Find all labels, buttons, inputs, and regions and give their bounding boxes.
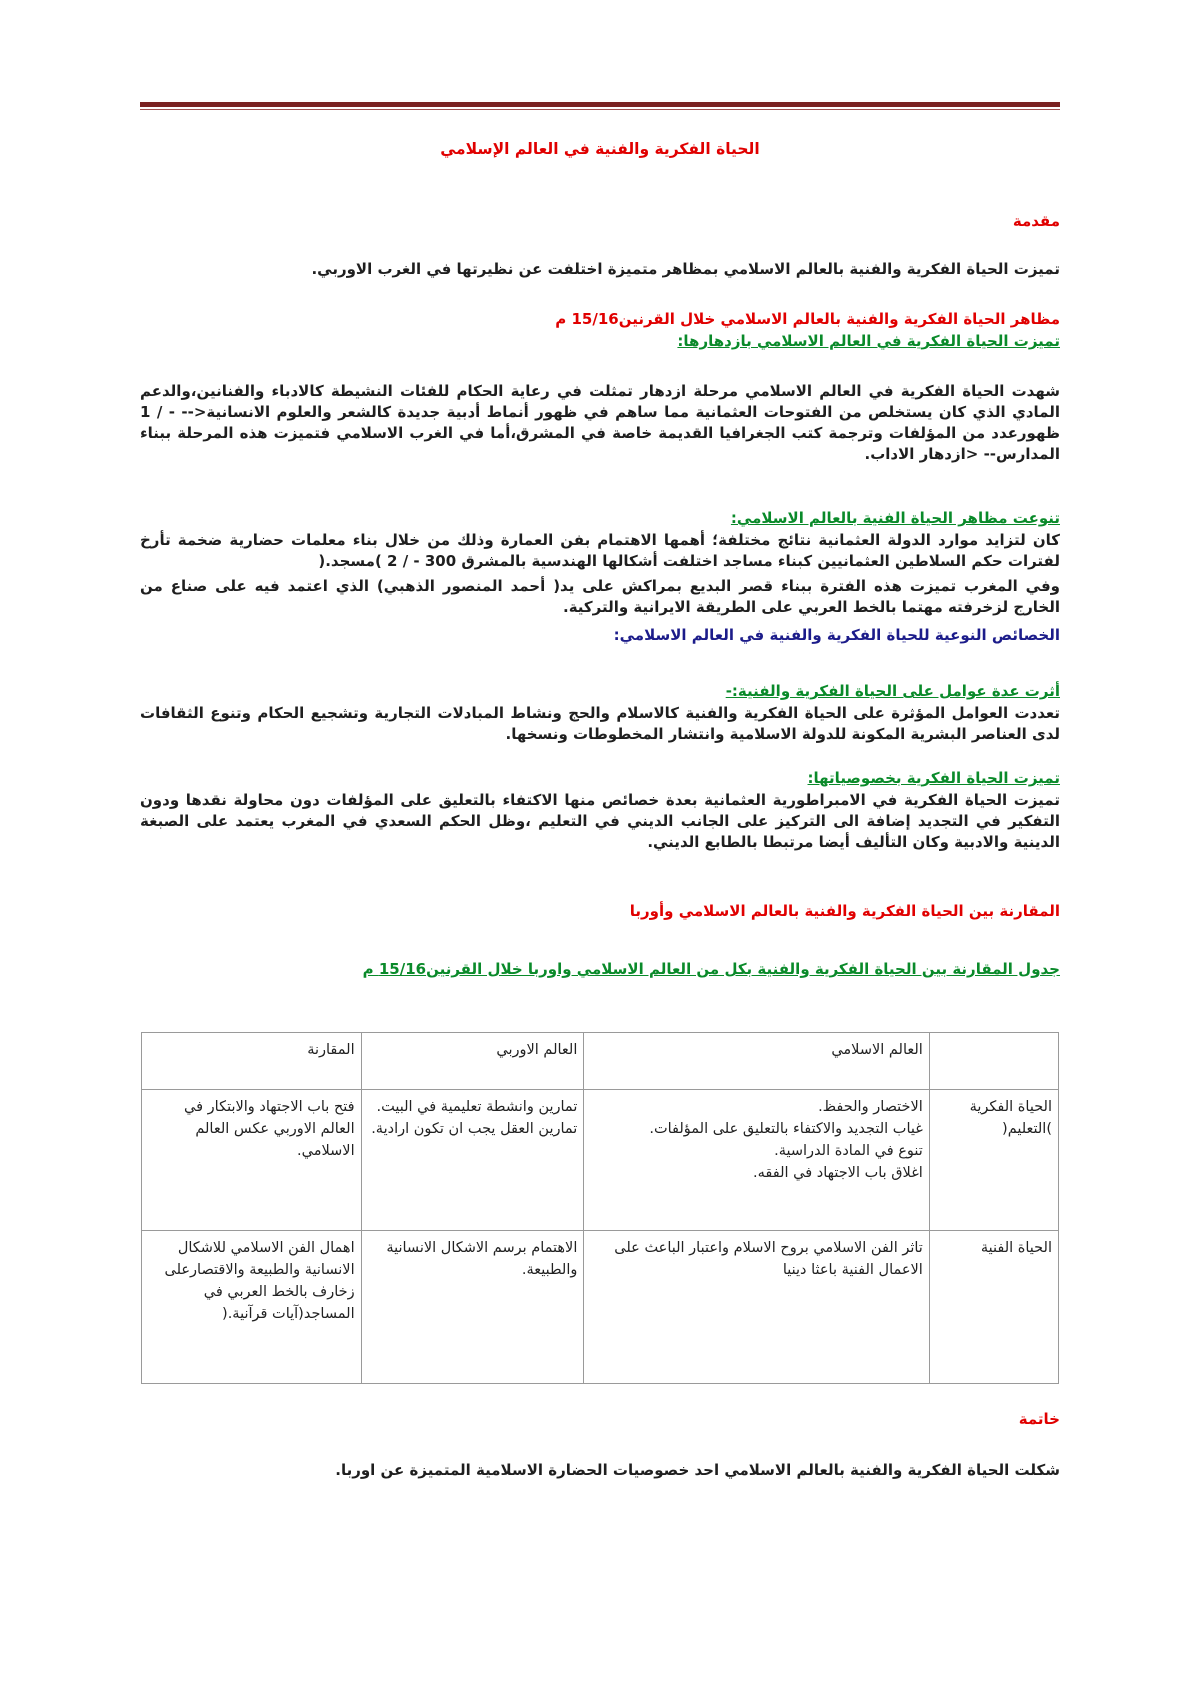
table-header-islamic: العالم الاسلامي	[584, 1033, 929, 1090]
header-rule-thin	[140, 109, 1060, 110]
list-item: تنوع في المادة الدراسية.	[774, 1143, 923, 1159]
comparison-table	[141, 1032, 1059, 1384]
document-title: الحياة الفكرية والفنية في العالم الإسلامي	[440, 140, 760, 158]
cell-european-artistic: الاهتمام برسم الاشكال الانسانية والطبيعة.	[361, 1231, 584, 1384]
section2-paragraph-a: كان لتزايد موارد الدولة العثمانية نتائج مختلفة؛ أهمها الاهتمام بفن العمارة وذلك من خلال بناء معلمات حضارية ضخمة تأرخ لفترات حكم السلاطين العثمانيين كبناء مساجد اختلفت أشكالها الهندسية بالمشرق 300 - / 2 )مسجد.(	[140, 531, 1060, 570]
cell-comparison-artistic: اهمال الفن الاسلامي للاشكال الانسانية والطبيعة والاقتصارعلى زخارف بالخط العربي في المساجد(آيات قرآنية.(	[142, 1231, 362, 1384]
conclusion-text: شكلت الحياة الفكرية والفنية بالعالم الاسلامي احد خصوصيات الحضارة الاسلامية المتميزة عن اوربا.	[335, 1461, 1060, 1479]
section4-paragraph: تميزت الحياة الفكرية في الامبراطورية العثمانية بعدة خصائص منها الاكتفاء بالتعليق على المؤلفات دون محاولة نقدها ودون التفكير في التجديد إضافة الى التركيز على الجانب الديني في التعليم ،وظل الحكم السعدي في المغرب يعتمد على الصبغة الدينية والادبية وكان التأليف أيضا مرتبطا بالطابع الديني.	[140, 791, 1060, 851]
list-item: اغلاق باب الاجتهاد في الفقه.	[753, 1165, 923, 1181]
row-label-artistic: الحياة الفنية	[929, 1231, 1058, 1384]
table-row	[142, 1090, 1059, 1231]
section3-heading: الخصائص النوعية للحياة الفكرية والفنية في العالم الاسلامي:	[613, 626, 1060, 644]
section3-subheading: أثرت عدة عوامل على الحياة الفكرية والفنية:-	[725, 682, 1060, 700]
cell-european-intellectual: تمارين وانشطة تعليمية في البيت. تمارين العقل يجب ان تكون ارادية.	[361, 1090, 584, 1231]
cell-islamic-intellectual	[584, 1090, 929, 1231]
section2-subheading: تنوعت مظاهر الحياة الفنية بالعالم الاسلامي:	[730, 509, 1060, 527]
intro-text: تميزت الحياة الفكرية والفنية بالعالم الاسلامي بمظاهر متميزة اختلفت عن نظيرتها في الغرب الاوربي.	[311, 260, 1060, 278]
section2-paragraph-b: وفي المغرب تميزت هذه الفترة ببناء قصر البديع بمراكش على يد( أحمد المنصور الذهبي) الذي اعتمد فيه على صناع من الخارج لزخرفته مهتما بالخط العربي على الطريقة الايرانية والتركية.	[140, 577, 1060, 616]
section3-paragraph: تعددت العوامل المؤثرة على الحياة الفكرية والفنية كالاسلام والحج ونشاط المبادلات التجارية وتشجيع الحكام وتنوع الثقافات لدى العناصر البشرية المكونة للدولة الاسلامية وانتشار المخطوطات ونسخها.	[140, 704, 1060, 743]
table-header-comparison: المقارنة	[142, 1033, 362, 1090]
row-label-intellectual: الحياة الفكرية )التعليم(	[929, 1090, 1058, 1231]
conclusion-heading: خاتمة	[1018, 1410, 1060, 1428]
header-rule	[140, 102, 1060, 107]
table-header-row	[142, 1033, 1059, 1090]
section4-subheading: تميزت الحياة الفكرية بخصوصياتها:	[807, 769, 1060, 787]
table-row	[142, 1231, 1059, 1384]
table-header-empty	[929, 1033, 1058, 1090]
section5-heading: المقارنة بين الحياة الفكرية والفنية بالعالم الاسلامي وأوربا	[629, 902, 1060, 920]
section1-paragraph: شهدت الحياة الفكرية في العالم الاسلامي مرحلة ازدهار تمثلت في رعاية الحكام للفئات النشيطة كالادباء والفنانين،والدعم المادي الذي كان يستخلص من الفتوحات العثمانية مما ساهم في ظهور أنماط أدبية جديدة كالشعر والعلوم الانسانية<-- - / 1 ظهورعدد من المؤلفات وترجمة كتب الجغرافيا القديمة خاصة في المشرق،أما في الغرب الاسلامي فتميزت هذه المرحلة ببناء المدارس-- <ازدهار الاداب.	[140, 382, 1060, 463]
table-header-european: العالم الاوربي	[361, 1033, 584, 1090]
table-caption: جدول المقارنة بين الحياة الفكرية والفنية بكل من العالم الاسلامي واوربا خلال القرنين15/16 م	[362, 960, 1060, 978]
list-item: غياب التجديد والاكتفاء بالتعليق على المؤلفات.	[649, 1121, 923, 1137]
intro-heading: مقدمة	[1012, 212, 1060, 230]
cell-islamic-artistic: تاثر الفن الاسلامي بروح الاسلام واعتبار الباعث على الاعمال الفنية باعثا دينيا	[584, 1231, 929, 1384]
section1-heading: مظاهر الحياة الفكرية والفنية بالعالم الاسلامي خلال القرنين15/16 م	[555, 310, 1060, 328]
list-item: الاختصار والحفظ.	[818, 1099, 923, 1115]
section1-subheading: تميزت الحياة الفكرية في العالم الاسلامي بازدهارها:	[677, 332, 1060, 350]
cell-comparison-intellectual: فتح باب الاجتهاد والابتكار في العالم الاوربي عكس العالم الاسلامي.	[142, 1090, 362, 1231]
